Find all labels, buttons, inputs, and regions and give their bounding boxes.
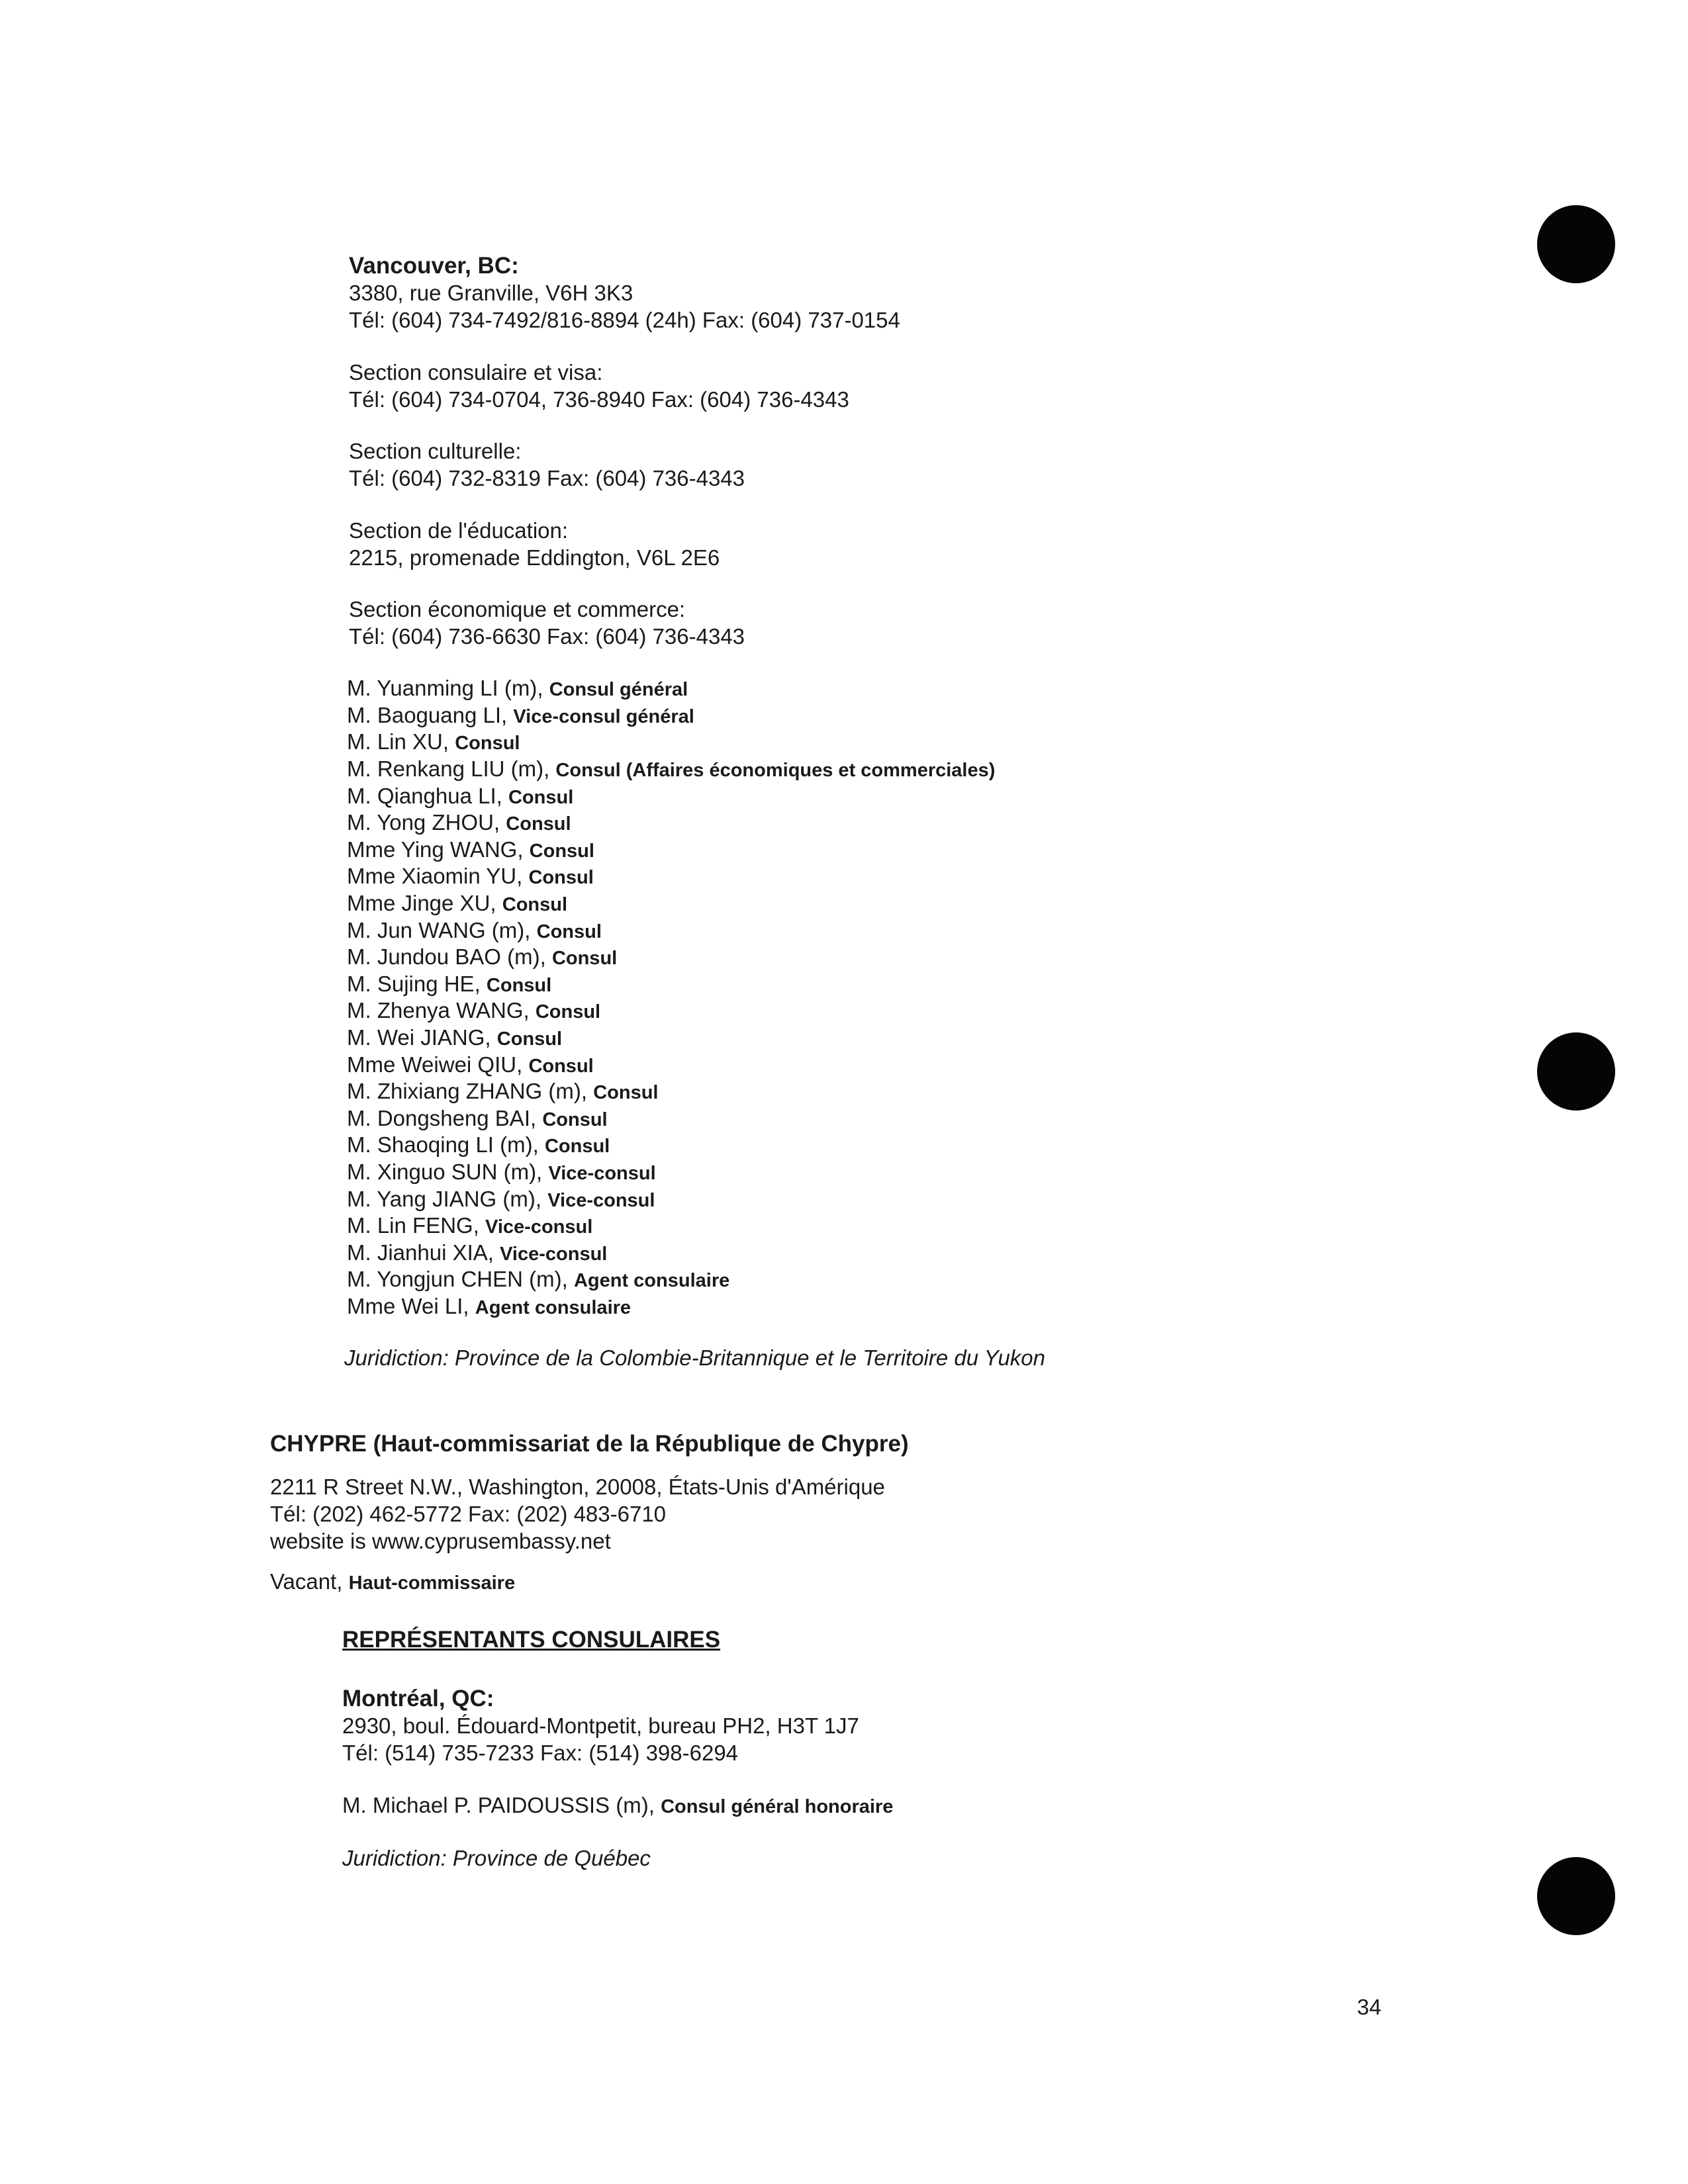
section-label: Section de l'éducation: bbox=[349, 518, 569, 543]
staff-role: Consul bbox=[593, 1082, 659, 1103]
staff-role: Vice-consul général bbox=[513, 706, 694, 727]
staff-role: Vice-consul bbox=[500, 1244, 608, 1265]
consular-representatives-heading: REPRÉSENTANTS CONSULAIRES bbox=[342, 1627, 721, 1653]
staff-role: Consul bbox=[542, 1109, 608, 1130]
staff-name: M. Yuanming LI (m), bbox=[347, 676, 543, 700]
section-label: Section culturelle: bbox=[349, 439, 522, 463]
staff-name: M. Yong ZHOU, bbox=[347, 810, 500, 835]
staff-role: Consul bbox=[502, 894, 568, 915]
staff-role: Consul bbox=[544, 1136, 610, 1157]
vancouver-phone: Tél: (604) 734-7492/816-8894 (24h) Fax: (604) 737-0154 bbox=[349, 308, 900, 332]
montreal-address: 2930, boul. Édouard-Montpetit, bureau PH2, H3T 1J7 bbox=[342, 1713, 859, 1738]
staff-row bbox=[347, 837, 594, 864]
section-value: Tél: (604) 734-0704, 736-8940 Fax: (604) 736-4343 bbox=[349, 387, 849, 412]
staff-row bbox=[347, 1293, 631, 1321]
staff-row bbox=[347, 1240, 607, 1267]
staff-row bbox=[347, 1212, 592, 1240]
staff-name: M. Dongsheng BAI, bbox=[347, 1106, 537, 1130]
staff-row bbox=[347, 1132, 610, 1160]
section-label: Section économique et commerce: bbox=[349, 597, 686, 621]
staff-role: Consul bbox=[529, 841, 594, 862]
cyprus-address: 2211 R Street N.W., Washington, 20008, États-Unis d'Amérique bbox=[270, 1475, 885, 1499]
staff-row bbox=[347, 971, 551, 999]
binder-hole-middle bbox=[1537, 1032, 1615, 1111]
staff-role: Consul bbox=[528, 1056, 594, 1077]
staff-row bbox=[347, 1266, 729, 1294]
staff-row bbox=[347, 1024, 562, 1052]
staff-name: M. Xinguo SUN (m), bbox=[347, 1160, 543, 1184]
vancouver-address: 3380, rue Granville, V6H 3K3 bbox=[349, 281, 633, 305]
staff-row bbox=[347, 729, 520, 756]
staff-name: M. Renkang LIU (m), bbox=[347, 756, 550, 781]
staff-row bbox=[347, 997, 600, 1025]
staff-role: Consul bbox=[528, 867, 594, 888]
page-number: 34 bbox=[1357, 1995, 1382, 2019]
staff-role: Vice-consul bbox=[548, 1163, 656, 1184]
staff-name: Mme Wei LI, bbox=[347, 1294, 469, 1318]
staff-row bbox=[347, 1052, 594, 1079]
cyprus-heading: CHYPRE (Haut-commissariat de la République de Chypre) bbox=[270, 1431, 909, 1457]
staff-name: M. Jun WANG (m), bbox=[347, 918, 531, 942]
staff-role: Consul bbox=[506, 813, 571, 835]
staff-name: M. Zhenya WANG, bbox=[347, 998, 530, 1023]
staff-name: M. Baoguang LI, bbox=[347, 703, 508, 727]
staff-row bbox=[347, 756, 995, 784]
section-label: Section consulaire et visa: bbox=[349, 360, 603, 385]
staff-row bbox=[347, 917, 602, 945]
staff-row bbox=[347, 944, 617, 972]
staff-name: M. Yang JIANG (m), bbox=[347, 1187, 542, 1211]
staff-name: M. Yongjun CHEN (m), bbox=[347, 1267, 568, 1291]
binder-hole-top bbox=[1537, 205, 1615, 283]
staff-role: Consul bbox=[508, 787, 574, 808]
cyprus-head-row bbox=[270, 1569, 515, 1596]
staff-role: Consul (Affaires économiques et commerciales) bbox=[555, 760, 996, 781]
staff-row bbox=[347, 1078, 659, 1106]
montreal-jurisdiction: Juridiction: Province de Québec bbox=[342, 1846, 651, 1870]
staff-row bbox=[347, 890, 567, 918]
cyprus-website: website is www.cyprusembassy.net bbox=[270, 1529, 611, 1553]
staff-role: Consul bbox=[535, 1001, 601, 1023]
staff-row bbox=[347, 863, 594, 891]
binder-hole-bottom bbox=[1537, 1857, 1615, 1935]
staff-role: Agent consulaire bbox=[573, 1270, 730, 1291]
section-value: Tél: (604) 732-8319 Fax: (604) 736-4343 bbox=[349, 466, 745, 490]
staff-name: Mme Ying WANG, bbox=[347, 837, 524, 862]
staff-row bbox=[347, 1105, 608, 1133]
section-value: 2215, promenade Eddington, V6L 2E6 bbox=[349, 545, 720, 570]
staff-role: Consul bbox=[536, 921, 602, 942]
staff-row bbox=[347, 702, 694, 730]
staff-role: Vice-consul bbox=[485, 1216, 593, 1238]
vancouver-heading: Vancouver, BC: bbox=[349, 253, 519, 279]
staff-name: Mme Jinge XU, bbox=[347, 891, 496, 915]
staff-row bbox=[347, 675, 688, 703]
staff-role: Consul bbox=[551, 948, 618, 969]
staff-role: Agent consulaire bbox=[475, 1297, 632, 1318]
staff-name: Mme Xiaomin YU, bbox=[347, 864, 523, 888]
staff-row bbox=[347, 809, 571, 837]
staff-role: Consul bbox=[455, 733, 520, 754]
staff-role: Vice-consul bbox=[547, 1190, 655, 1211]
staff-name: M. Lin XU, bbox=[347, 729, 449, 754]
staff-role: Consul général honoraire bbox=[661, 1796, 894, 1817]
staff-name: M. Jundou BAO (m), bbox=[347, 944, 546, 969]
staff-name: M. Sujing HE, bbox=[347, 972, 481, 996]
staff-name: M. Jianhui XIA, bbox=[347, 1240, 494, 1265]
staff-row bbox=[347, 783, 573, 811]
staff-name: M. Michael P. PAIDOUSSIS (m), bbox=[342, 1793, 655, 1817]
staff-name: M. Shaoqing LI (m), bbox=[347, 1132, 539, 1157]
staff-name: M. Lin FENG, bbox=[347, 1213, 479, 1238]
staff-role: Consul général bbox=[549, 679, 688, 700]
staff-role: Haut-commissaire bbox=[348, 1572, 516, 1594]
cyprus-phone: Tél: (202) 462-5772 Fax: (202) 483-6710 bbox=[270, 1502, 667, 1526]
staff-name: M. Qianghua LI, bbox=[347, 784, 502, 808]
staff-role: Consul bbox=[486, 975, 552, 996]
montreal-phone: Tél: (514) 735-7233 Fax: (514) 398-6294 bbox=[342, 1741, 739, 1765]
section-value: Tél: (604) 736-6630 Fax: (604) 736-4343 bbox=[349, 624, 745, 649]
staff-role: Consul bbox=[496, 1028, 563, 1050]
montreal-heading: Montréal, QC: bbox=[342, 1686, 494, 1711]
staff-row bbox=[347, 1159, 656, 1187]
staff-name: Mme Weiwei QIU, bbox=[347, 1052, 523, 1077]
staff-row bbox=[347, 1186, 655, 1214]
montreal-staff-row bbox=[342, 1792, 893, 1820]
staff-name: Vacant, bbox=[270, 1569, 343, 1594]
vancouver-jurisdiction: Juridiction: Province de la Colombie-Britannique et le Territoire du Yukon bbox=[344, 1345, 1046, 1370]
staff-name: M. Wei JIANG, bbox=[347, 1025, 491, 1050]
staff-name: M. Zhixiang ZHANG (m), bbox=[347, 1079, 588, 1103]
